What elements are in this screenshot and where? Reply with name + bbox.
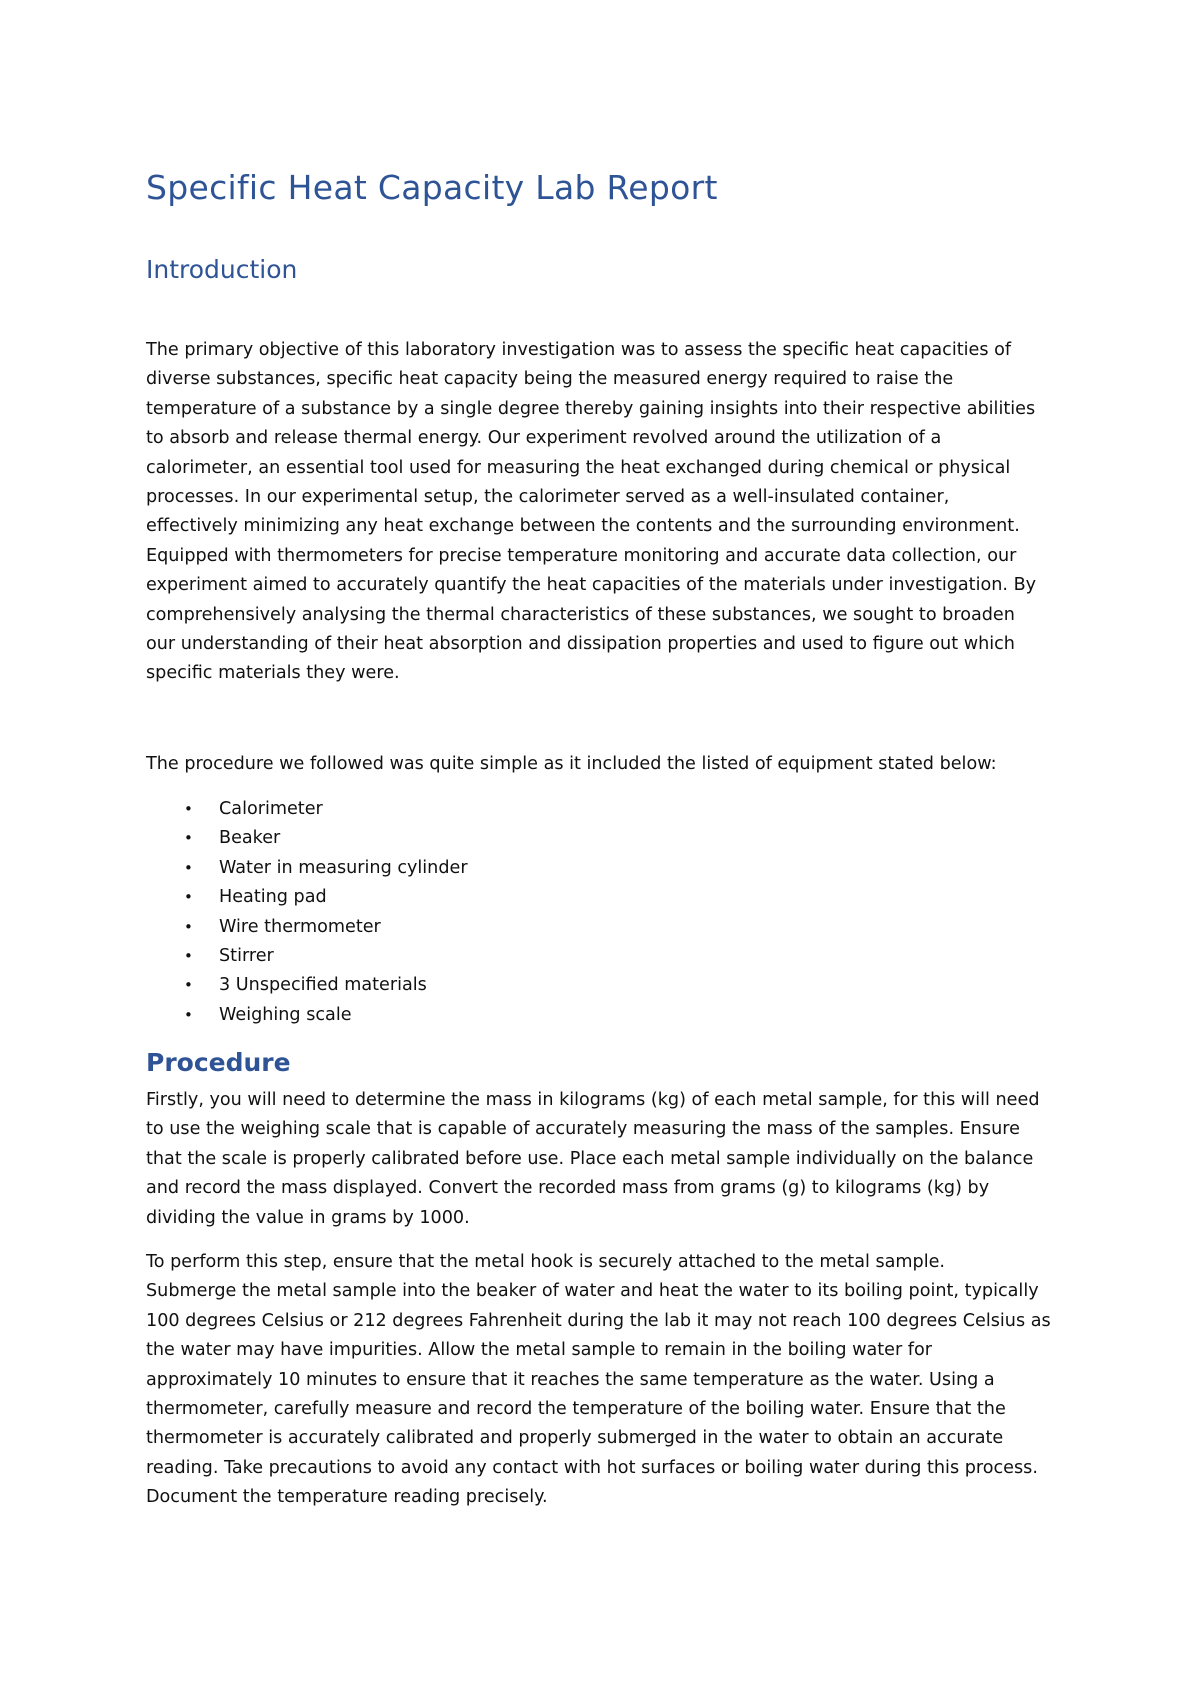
list-item [146, 795, 468, 824]
bullet-icon: • [184, 829, 193, 848]
paragraph-line: Equipped with thermometers for precise temperature monitoring and accurate data collection, our [146, 545, 1017, 566]
paragraph-line: 100 degrees Celsius or 212 degrees Fahrenheit during the lab it may not reach 100 degrees Celsius as [146, 1310, 1051, 1331]
procedure-heading: Procedure [146, 1048, 291, 1077]
list-item [146, 824, 468, 853]
document-title: Specific Heat Capacity Lab Report [146, 168, 718, 207]
list-item-label: Beaker [219, 828, 281, 849]
paragraph-line: The procedure we followed was quite simple as it included the listed of equipment stated below: [146, 754, 997, 774]
equipment-intro [146, 750, 1076, 779]
bullet-icon: • [184, 888, 193, 907]
bullet-icon: • [184, 1005, 193, 1024]
bullet-icon: • [184, 800, 193, 818]
list-item [146, 854, 468, 883]
introduction-paragraph [146, 336, 1076, 689]
paragraph-line: The primary objective of this laboratory investigation was to assess the specific heat capacities of [146, 340, 1012, 360]
paragraph-line: specific materials they were. [146, 663, 400, 684]
paragraph-line: reading. Take precautions to avoid any contact with hot surfaces or boiling water during this process. [146, 1457, 1038, 1478]
paragraph-line: the water may have impurities. Allow the metal sample to remain in the boiling water for [146, 1340, 932, 1361]
equipment-list [146, 795, 468, 1030]
procedure-paragraph-1 [146, 1086, 1076, 1233]
list-item [146, 1001, 468, 1030]
paragraph-line: to use the weighing scale that is capable of accurately measuring the mass of the samples. Ensure [146, 1119, 1020, 1140]
bullet-icon: • [184, 976, 193, 995]
paragraph-line: approximately 10 minutes to ensure that it reaches the same temperature as the water. Using a [146, 1369, 995, 1390]
list-item-label: 3 Unspecified materials [219, 975, 427, 996]
paragraph-line: experiment aimed to accurately quantify the heat capacities of the materials under investigation. By [146, 575, 1037, 596]
paragraph-line: processes. In our experimental setup, the calorimeter served as a well-insulated container, [146, 487, 950, 508]
list-item-label: Stirrer [219, 946, 274, 967]
bullet-icon: • [184, 947, 193, 966]
paragraph-line: thermometer, carefully measure and record the temperature of the boiling water. Ensure that the [146, 1399, 1006, 1420]
bullet-icon: • [184, 917, 193, 936]
paragraph-line: our understanding of their heat absorption and dissipation properties and used to figure out which [146, 634, 1015, 655]
procedure-paragraph-2 [146, 1248, 1076, 1513]
paragraph-line: diverse substances, specific heat capacity being the measured energy required to raise the [146, 369, 954, 390]
paragraph-line: Submerge the metal sample into the beaker of water and heat the water to its boiling point, typically [146, 1281, 1039, 1302]
paragraph-line: Firstly, you will need to determine the mass in kilograms (kg) of each metal sample, for this will need [146, 1090, 1040, 1110]
paragraph-line: to absorb and release thermal energy. Our experiment revolved around the utilization of a [146, 428, 942, 449]
list-item [146, 971, 468, 1000]
paragraph-line: effectively minimizing any heat exchange between the contents and the surrounding environment. [146, 516, 1020, 537]
paragraph-line: and record the mass displayed. Convert the recorded mass from grams (g) to kilograms (kg) by [146, 1178, 990, 1199]
bullet-icon: • [184, 858, 193, 877]
list-item [146, 942, 468, 971]
list-item-label: Calorimeter [219, 799, 323, 819]
introduction-heading: Introduction [146, 255, 298, 284]
paragraph-line: dividing the value in grams by 1000. [146, 1207, 470, 1228]
paragraph-line: Document the temperature reading precisely. [146, 1487, 548, 1508]
paragraph-line: thermometer is accurately calibrated and properly submerged in the water to obtain an accurate [146, 1428, 1004, 1449]
paragraph-line: that the scale is properly calibrated before use. Place each metal sample individually on the balance [146, 1148, 1034, 1169]
paragraph-line: To perform this step, ensure that the metal hook is securely attached to the metal sample. [146, 1252, 946, 1272]
list-item-label: Water in measuring cylinder [219, 857, 468, 878]
list-item [146, 913, 468, 942]
paragraph-line: calorimeter, an essential tool used for measuring the heat exchanged during chemical or physical [146, 457, 1011, 478]
paragraph-line: temperature of a substance by a single degree thereby gaining insights into their respective abilities [146, 398, 1036, 419]
paragraph-line: comprehensively analysing the thermal characteristics of these substances, we sought to broaden [146, 604, 1015, 625]
list-item [146, 883, 468, 912]
list-item-label: Weighing scale [219, 1004, 352, 1025]
list-item-label: Wire thermometer [219, 916, 381, 937]
list-item-label: Heating pad [219, 887, 327, 908]
